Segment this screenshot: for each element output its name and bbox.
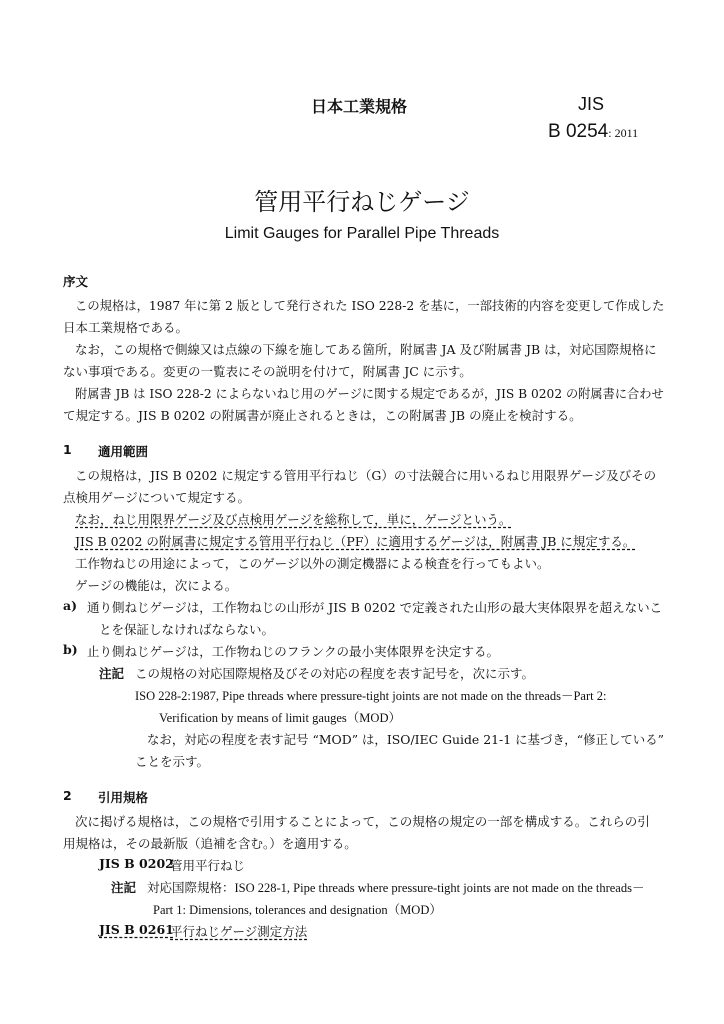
foreword-p2-line2: ない事項である。変更の一覧表にその説明を付けて，附属書 JC に示す。 bbox=[63, 364, 472, 379]
section1-note-line1: この規格の対応国際規格及びその対応の程度を表す記号を，次に示す。 bbox=[135, 666, 535, 681]
title-japanese: 管用平行ねじゲージ bbox=[254, 188, 470, 216]
section1-line5: 工作物ねじの用途によって，このゲージ以外の測定機器による検査を行ってもよい。 bbox=[75, 556, 550, 571]
ref1-note-label: 注記 bbox=[111, 880, 137, 895]
section1-note-label: 注記 bbox=[99, 666, 125, 681]
ref1-title: 管用平行ねじ bbox=[170, 858, 246, 873]
item-a-line1: 通り側ねじゲージは，工作物ねじの山形が JIS B 0202 で定義された山形の最大実体限界を超えないこ bbox=[87, 600, 663, 615]
item-a-line2: とを保証しなければならない。 bbox=[99, 622, 275, 637]
section1-line3: なお，ねじ用限界ゲージ及び点検用ゲージを総称して，単に，ゲージという。 bbox=[75, 512, 512, 527]
foreword-p1-line2: 日本工業規格である。 bbox=[63, 320, 189, 335]
ref1-note-line1: 対応国際規格：ISO 228-1, Pipe threads where pressure-tight joints are not made on the threads－ bbox=[147, 881, 645, 895]
code-year: : 2011 bbox=[608, 126, 639, 140]
code-number: B 0254 bbox=[548, 121, 609, 142]
foreword-p1-line1: この規格は，1987 年に第 2 版として発行された ISO 228-2 を基に，一部技術的内容を変更して作成した bbox=[75, 298, 665, 313]
section1-note-line2: なお，対応の程度を表す記号 “MOD” は，ISO/IEC Guide 21-1 に基づき，“修正している” bbox=[147, 732, 664, 747]
section2-heading: 引用規格 bbox=[98, 790, 149, 805]
section1-iso-line2: Verification by means of limit gauges（MOD） bbox=[159, 711, 401, 725]
ref2-title: 平行ねじゲージ測定方法 bbox=[170, 924, 308, 939]
section1-number: 1 bbox=[63, 442, 72, 457]
item-a-label: a) bbox=[63, 598, 78, 613]
foreword-heading: 序文 bbox=[63, 274, 89, 289]
jis-label: JIS bbox=[578, 94, 605, 114]
ref1-note-line2: Part 1: Dimensions, tolerances and designation（MOD） bbox=[153, 903, 442, 917]
ref2-code: JIS B 0261 bbox=[99, 922, 174, 937]
section1-heading: 適用範囲 bbox=[98, 444, 149, 459]
standard-code bbox=[548, 121, 638, 143]
ref1-code: JIS B 0202 bbox=[99, 856, 174, 871]
section1-line2: 点検用ゲージについて規定する。 bbox=[63, 490, 251, 505]
section1-iso-line1: ISO 228-2:1987, Pipe threads where pressure-tight joints are not made on the threads－Part 2: bbox=[135, 689, 607, 703]
section2-number: 2 bbox=[63, 788, 72, 803]
item-b-line1: 止り側ねじゲージは，工作物ねじのフランクの最小実体限界を決定する。 bbox=[87, 644, 500, 659]
title-english: Limit Gauges for Parallel Pipe Threads bbox=[224, 225, 500, 242]
section1-line1: この規格は，JIS B 0202 に規定する管用平行ねじ（G）の寸法競合に用いるねじ用限界ゲージ及びその bbox=[75, 468, 657, 483]
standard-name: 日本工業規格 bbox=[311, 97, 408, 116]
foreword-p3-line2: て規定する。JIS B 0202 の附属書が廃止されるときは，この附属書 JB の廃止を検討する。 bbox=[63, 408, 582, 423]
section2-line1: 次に掲げる規格は，この規格で引用することによって，この規格の規定の一部を構成する。これらの引 bbox=[75, 814, 650, 829]
section1-note-line3: ことを示す。 bbox=[135, 754, 210, 769]
item-b-label: b) bbox=[63, 642, 78, 657]
foreword-p2-line1: なお，この規格で側線又は点線の下線を施してある箇所，附属書 JA 及び附属書 JB は，対応国際規格に bbox=[75, 342, 657, 357]
section1-line4: JIS B 0202 の附属書に規定する管用平行ねじ（PF）に適用するゲージは，附属書 JB に規定する。 bbox=[75, 534, 636, 549]
section2-line2: 用規格は，その最新版（追補を含む。）を適用する。 bbox=[63, 836, 357, 851]
foreword-p3-line1: 附属書 JB は ISO 228-2 によらないねじ用のゲージに関する規定であるが，JIS B 0202 の附属書に合わせ bbox=[75, 386, 664, 401]
section1-line6: ゲージの機能は，次による。 bbox=[75, 578, 238, 593]
